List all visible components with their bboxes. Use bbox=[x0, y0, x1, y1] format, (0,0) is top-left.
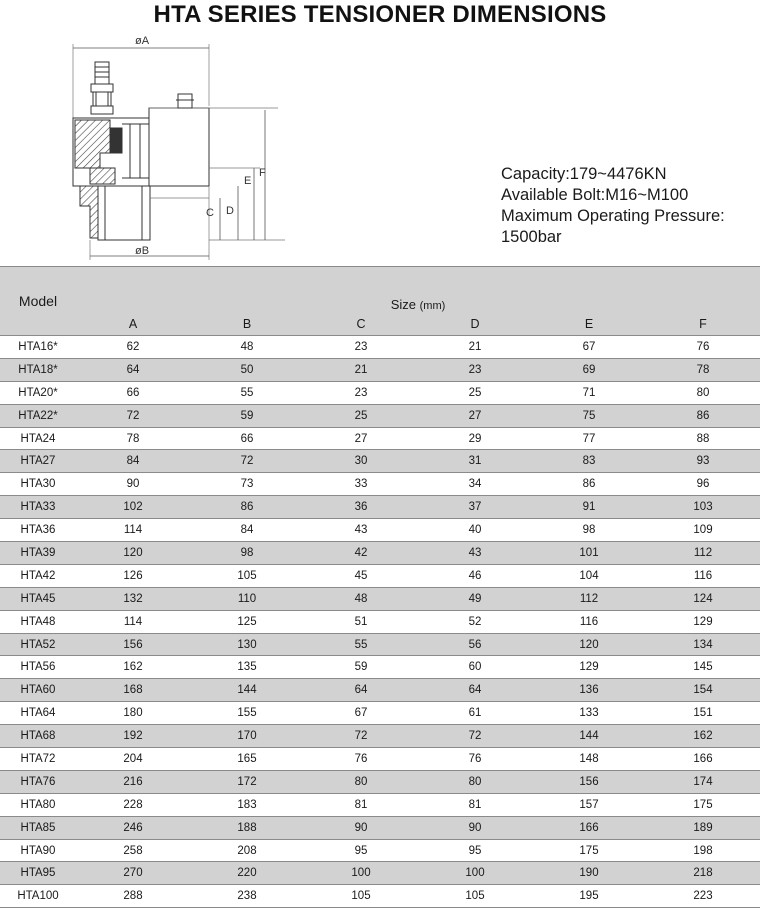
value-cell-e: 195 bbox=[532, 885, 646, 908]
table-header-row bbox=[0, 267, 760, 313]
value-cell-e: 71 bbox=[532, 381, 646, 404]
value-cell-b: 86 bbox=[190, 496, 304, 519]
column-header-e: E bbox=[532, 312, 646, 336]
dim-label-e: E bbox=[244, 175, 252, 187]
value-cell-e: 86 bbox=[532, 473, 646, 496]
value-cell-a: 114 bbox=[76, 519, 190, 542]
table-row bbox=[0, 542, 760, 565]
tensioner-drawing bbox=[60, 28, 300, 266]
value-cell-d: 34 bbox=[418, 473, 532, 496]
spec-bolt: Available Bolt:M16~M100 bbox=[501, 186, 689, 204]
value-cell-c: 43 bbox=[304, 519, 418, 542]
value-cell-e: 166 bbox=[532, 816, 646, 839]
value-cell-e: 112 bbox=[532, 587, 646, 610]
table-row bbox=[0, 404, 760, 427]
value-cell-f: 174 bbox=[646, 770, 760, 793]
model-cell: HTA90 bbox=[0, 839, 76, 862]
value-cell-b: 188 bbox=[190, 816, 304, 839]
value-cell-f: 166 bbox=[646, 748, 760, 771]
value-cell-a: 288 bbox=[76, 885, 190, 908]
model-cell: HTA16* bbox=[0, 336, 76, 359]
model-cell: HTA64 bbox=[0, 702, 76, 725]
value-cell-d: 21 bbox=[418, 336, 532, 359]
table-row bbox=[0, 519, 760, 542]
value-cell-e: 116 bbox=[532, 610, 646, 633]
value-cell-f: 145 bbox=[646, 656, 760, 679]
model-cell: HTA20* bbox=[0, 381, 76, 404]
value-cell-b: 183 bbox=[190, 793, 304, 816]
table-row bbox=[0, 702, 760, 725]
table-row bbox=[0, 587, 760, 610]
value-cell-e: 144 bbox=[532, 725, 646, 748]
value-cell-d: 95 bbox=[418, 839, 532, 862]
table-body bbox=[0, 336, 760, 908]
value-cell-c: 81 bbox=[304, 793, 418, 816]
value-cell-a: 180 bbox=[76, 702, 190, 725]
page-title: HTA SERIES TENSIONER DIMENSIONS bbox=[153, 1, 607, 28]
table-row bbox=[0, 381, 760, 404]
value-cell-f: 93 bbox=[646, 450, 760, 473]
model-cell: HTA60 bbox=[0, 679, 76, 702]
value-cell-f: 129 bbox=[646, 610, 760, 633]
value-cell-c: 51 bbox=[304, 610, 418, 633]
model-cell: HTA85 bbox=[0, 816, 76, 839]
value-cell-d: 46 bbox=[418, 564, 532, 587]
value-cell-c: 25 bbox=[304, 404, 418, 427]
value-cell-b: 110 bbox=[190, 587, 304, 610]
specs-block bbox=[501, 164, 756, 248]
spec-pressure-value: 1500bar bbox=[501, 228, 562, 246]
table-row bbox=[0, 336, 760, 359]
value-cell-f: 80 bbox=[646, 381, 760, 404]
value-cell-b: 155 bbox=[190, 702, 304, 725]
value-cell-d: 52 bbox=[418, 610, 532, 633]
value-cell-d: 27 bbox=[418, 404, 532, 427]
value-cell-b: 73 bbox=[190, 473, 304, 496]
value-cell-e: 77 bbox=[532, 427, 646, 450]
value-cell-b: 238 bbox=[190, 885, 304, 908]
column-header-c: C bbox=[304, 312, 418, 336]
column-header-a: A bbox=[76, 312, 190, 336]
model-cell: HTA27 bbox=[0, 450, 76, 473]
value-cell-e: 120 bbox=[532, 633, 646, 656]
value-cell-b: 208 bbox=[190, 839, 304, 862]
value-cell-f: 223 bbox=[646, 885, 760, 908]
table-row bbox=[0, 358, 760, 381]
table-row bbox=[0, 473, 760, 496]
value-cell-a: 216 bbox=[76, 770, 190, 793]
value-cell-c: 36 bbox=[304, 496, 418, 519]
value-cell-a: 102 bbox=[76, 496, 190, 519]
value-cell-c: 23 bbox=[304, 381, 418, 404]
value-cell-f: 112 bbox=[646, 542, 760, 565]
value-cell-c: 76 bbox=[304, 748, 418, 771]
model-cell: HTA80 bbox=[0, 793, 76, 816]
model-cell: HTA100 bbox=[0, 885, 76, 908]
value-cell-c: 59 bbox=[304, 656, 418, 679]
value-cell-c: 100 bbox=[304, 862, 418, 885]
value-cell-b: 84 bbox=[190, 519, 304, 542]
table-row bbox=[0, 748, 760, 771]
table-row bbox=[0, 839, 760, 862]
value-cell-c: 42 bbox=[304, 542, 418, 565]
value-cell-c: 80 bbox=[304, 770, 418, 793]
value-cell-e: 133 bbox=[532, 702, 646, 725]
value-cell-a: 90 bbox=[76, 473, 190, 496]
value-cell-e: 148 bbox=[532, 748, 646, 771]
value-cell-a: 192 bbox=[76, 725, 190, 748]
value-cell-f: 189 bbox=[646, 816, 760, 839]
table-row bbox=[0, 862, 760, 885]
value-cell-d: 81 bbox=[418, 793, 532, 816]
value-cell-a: 270 bbox=[76, 862, 190, 885]
value-cell-e: 136 bbox=[532, 679, 646, 702]
value-cell-c: 30 bbox=[304, 450, 418, 473]
value-cell-d: 60 bbox=[418, 656, 532, 679]
value-cell-a: 62 bbox=[76, 336, 190, 359]
value-cell-b: 48 bbox=[190, 336, 304, 359]
value-cell-a: 132 bbox=[76, 587, 190, 610]
value-cell-d: 56 bbox=[418, 633, 532, 656]
value-cell-e: 129 bbox=[532, 656, 646, 679]
table-row bbox=[0, 656, 760, 679]
value-cell-f: 151 bbox=[646, 702, 760, 725]
value-cell-a: 168 bbox=[76, 679, 190, 702]
dimensions-table bbox=[0, 266, 760, 908]
model-cell: HTA22* bbox=[0, 404, 76, 427]
model-cell: HTA56 bbox=[0, 656, 76, 679]
value-cell-a: 156 bbox=[76, 633, 190, 656]
column-header-f: F bbox=[646, 312, 760, 336]
value-cell-e: 104 bbox=[532, 564, 646, 587]
table-row bbox=[0, 725, 760, 748]
spec-capacity: Capacity:179~4476KN bbox=[501, 165, 667, 183]
value-cell-c: 21 bbox=[304, 358, 418, 381]
value-cell-d: 76 bbox=[418, 748, 532, 771]
value-cell-b: 125 bbox=[190, 610, 304, 633]
value-cell-d: 80 bbox=[418, 770, 532, 793]
table-row bbox=[0, 816, 760, 839]
value-cell-b: 172 bbox=[190, 770, 304, 793]
value-cell-d: 49 bbox=[418, 587, 532, 610]
value-cell-b: 170 bbox=[190, 725, 304, 748]
value-cell-f: 86 bbox=[646, 404, 760, 427]
value-cell-b: 50 bbox=[190, 358, 304, 381]
value-cell-f: 88 bbox=[646, 427, 760, 450]
value-cell-f: 116 bbox=[646, 564, 760, 587]
value-cell-f: 78 bbox=[646, 358, 760, 381]
table-row bbox=[0, 770, 760, 793]
value-cell-c: 90 bbox=[304, 816, 418, 839]
value-cell-a: 84 bbox=[76, 450, 190, 473]
value-cell-c: 55 bbox=[304, 633, 418, 656]
value-cell-e: 91 bbox=[532, 496, 646, 519]
value-cell-e: 75 bbox=[532, 404, 646, 427]
value-cell-d: 64 bbox=[418, 679, 532, 702]
value-cell-c: 45 bbox=[304, 564, 418, 587]
value-cell-b: 66 bbox=[190, 427, 304, 450]
value-cell-f: 198 bbox=[646, 839, 760, 862]
table-row bbox=[0, 793, 760, 816]
value-cell-d: 37 bbox=[418, 496, 532, 519]
value-cell-d: 90 bbox=[418, 816, 532, 839]
value-cell-b: 135 bbox=[190, 656, 304, 679]
model-cell: HTA45 bbox=[0, 587, 76, 610]
value-cell-c: 72 bbox=[304, 725, 418, 748]
value-cell-e: 175 bbox=[532, 839, 646, 862]
column-header-d: D bbox=[418, 312, 532, 336]
value-cell-b: 55 bbox=[190, 381, 304, 404]
model-cell: HTA18* bbox=[0, 358, 76, 381]
value-cell-a: 258 bbox=[76, 839, 190, 862]
value-cell-c: 67 bbox=[304, 702, 418, 725]
column-header-row bbox=[0, 312, 760, 336]
model-cell: HTA39 bbox=[0, 542, 76, 565]
value-cell-c: 48 bbox=[304, 587, 418, 610]
value-cell-d: 43 bbox=[418, 542, 532, 565]
value-cell-c: 23 bbox=[304, 336, 418, 359]
model-cell: HTA24 bbox=[0, 427, 76, 450]
spec-pressure-label: Maximum Operating Pressure: bbox=[501, 207, 725, 225]
size-header-label: Size bbox=[390, 297, 416, 312]
model-cell: HTA95 bbox=[0, 862, 76, 885]
model-cell: HTA33 bbox=[0, 496, 76, 519]
model-cell: HTA76 bbox=[0, 770, 76, 793]
table-row bbox=[0, 496, 760, 519]
value-cell-a: 114 bbox=[76, 610, 190, 633]
value-cell-f: 109 bbox=[646, 519, 760, 542]
value-cell-f: 154 bbox=[646, 679, 760, 702]
value-cell-b: 130 bbox=[190, 633, 304, 656]
value-cell-f: 103 bbox=[646, 496, 760, 519]
value-cell-e: 83 bbox=[532, 450, 646, 473]
table-row bbox=[0, 564, 760, 587]
table-row bbox=[0, 610, 760, 633]
value-cell-f: 96 bbox=[646, 473, 760, 496]
value-cell-d: 23 bbox=[418, 358, 532, 381]
value-cell-d: 40 bbox=[418, 519, 532, 542]
size-header-unit: (mm) bbox=[419, 300, 446, 312]
value-cell-a: 64 bbox=[76, 358, 190, 381]
value-cell-f: 162 bbox=[646, 725, 760, 748]
table-row bbox=[0, 885, 760, 908]
model-header: Model bbox=[0, 267, 76, 336]
value-cell-d: 31 bbox=[418, 450, 532, 473]
value-cell-a: 246 bbox=[76, 816, 190, 839]
model-cell: HTA36 bbox=[0, 519, 76, 542]
value-cell-a: 66 bbox=[76, 381, 190, 404]
value-cell-f: 134 bbox=[646, 633, 760, 656]
value-cell-e: 190 bbox=[532, 862, 646, 885]
value-cell-d: 72 bbox=[418, 725, 532, 748]
value-cell-b: 105 bbox=[190, 564, 304, 587]
model-cell: HTA30 bbox=[0, 473, 76, 496]
value-cell-b: 72 bbox=[190, 450, 304, 473]
value-cell-c: 105 bbox=[304, 885, 418, 908]
value-cell-a: 228 bbox=[76, 793, 190, 816]
value-cell-e: 101 bbox=[532, 542, 646, 565]
dim-label-d: D bbox=[226, 205, 234, 217]
value-cell-b: 144 bbox=[190, 679, 304, 702]
value-cell-b: 165 bbox=[190, 748, 304, 771]
dim-label-c: C bbox=[206, 207, 214, 219]
model-cell: HTA72 bbox=[0, 748, 76, 771]
size-header bbox=[76, 267, 760, 313]
value-cell-d: 25 bbox=[418, 381, 532, 404]
value-cell-f: 218 bbox=[646, 862, 760, 885]
value-cell-f: 76 bbox=[646, 336, 760, 359]
table-row bbox=[0, 633, 760, 656]
value-cell-a: 204 bbox=[76, 748, 190, 771]
dim-label-a: øA bbox=[135, 35, 150, 47]
value-cell-f: 175 bbox=[646, 793, 760, 816]
value-cell-c: 95 bbox=[304, 839, 418, 862]
table-row bbox=[0, 679, 760, 702]
value-cell-c: 27 bbox=[304, 427, 418, 450]
value-cell-c: 33 bbox=[304, 473, 418, 496]
value-cell-d: 29 bbox=[418, 427, 532, 450]
value-cell-b: 59 bbox=[190, 404, 304, 427]
value-cell-a: 126 bbox=[76, 564, 190, 587]
value-cell-e: 156 bbox=[532, 770, 646, 793]
value-cell-a: 72 bbox=[76, 404, 190, 427]
value-cell-f: 124 bbox=[646, 587, 760, 610]
value-cell-e: 67 bbox=[532, 336, 646, 359]
value-cell-b: 98 bbox=[190, 542, 304, 565]
value-cell-d: 61 bbox=[418, 702, 532, 725]
model-cell: HTA52 bbox=[0, 633, 76, 656]
value-cell-e: 157 bbox=[532, 793, 646, 816]
value-cell-e: 69 bbox=[532, 358, 646, 381]
model-cell: HTA48 bbox=[0, 610, 76, 633]
value-cell-a: 78 bbox=[76, 427, 190, 450]
value-cell-a: 162 bbox=[76, 656, 190, 679]
model-cell: HTA68 bbox=[0, 725, 76, 748]
table-row bbox=[0, 450, 760, 473]
value-cell-b: 220 bbox=[190, 862, 304, 885]
dim-label-b: øB bbox=[135, 245, 150, 257]
value-cell-c: 64 bbox=[304, 679, 418, 702]
value-cell-e: 98 bbox=[532, 519, 646, 542]
value-cell-d: 100 bbox=[418, 862, 532, 885]
column-header-b: B bbox=[190, 312, 304, 336]
value-cell-d: 105 bbox=[418, 885, 532, 908]
value-cell-a: 120 bbox=[76, 542, 190, 565]
model-cell: HTA42 bbox=[0, 564, 76, 587]
dim-label-f: F bbox=[259, 167, 266, 179]
table-row bbox=[0, 427, 760, 450]
